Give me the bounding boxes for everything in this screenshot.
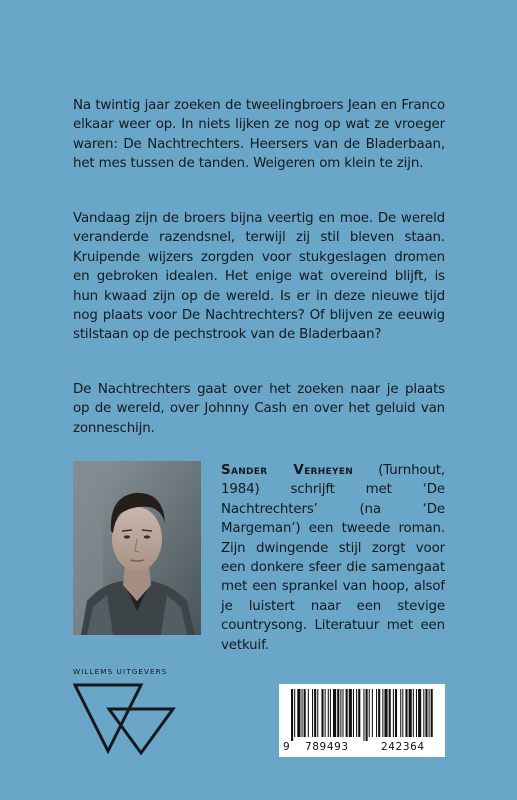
barcode-right-digits: 242364 xyxy=(381,741,425,753)
barcode-bar xyxy=(356,689,357,737)
barcode-bar xyxy=(358,689,360,737)
barcode-bar xyxy=(416,689,417,737)
barcode-bar xyxy=(376,689,377,737)
barcode-bar xyxy=(304,689,306,737)
barcode-bar xyxy=(384,689,387,737)
barcode-bar xyxy=(342,689,343,737)
barcode-bar xyxy=(429,689,430,737)
barcode-bar xyxy=(340,689,341,737)
barcode-bar xyxy=(431,689,433,737)
barcode-bar xyxy=(389,689,391,737)
publisher-block xyxy=(73,667,183,676)
author-name: Sander Verheyen xyxy=(221,463,354,478)
barcode-bar xyxy=(413,689,414,737)
barcode-bar xyxy=(297,689,300,737)
publisher-logo-icon xyxy=(73,679,177,757)
barcode-bar xyxy=(400,689,401,737)
barcode-bar xyxy=(369,689,370,737)
barcode-bar xyxy=(330,689,331,737)
barcode-bar xyxy=(291,689,293,741)
barcode-bar xyxy=(378,689,380,737)
author-photo xyxy=(73,461,201,635)
barcode-bar xyxy=(333,689,336,737)
barcode-bar xyxy=(346,689,348,737)
blurb-paragraph-1: Na twintig jaar zoeken de tweelingbroers Jean en Franco elkaar weer op. In niets lijken ze nog op wat ze vroeger waren: De Nachtrechters. Heersers van de Bladerbaan, het mes tussen de tanden. Weigeren om klein te zijn. xyxy=(73,98,445,172)
barcode-bar xyxy=(294,689,295,737)
barcode-bar xyxy=(382,689,383,737)
author-portrait-image xyxy=(73,461,201,635)
barcode-bar xyxy=(337,689,339,737)
barcode-bar xyxy=(366,689,368,741)
barcode-bar xyxy=(372,689,373,737)
barcode-bar xyxy=(325,689,326,737)
author-bio xyxy=(221,461,445,655)
barcode-bar xyxy=(395,689,397,737)
barcode-bar xyxy=(317,689,318,737)
barcode-bar xyxy=(314,689,316,737)
barcode-bar xyxy=(425,689,427,737)
barcode-bar xyxy=(423,689,424,737)
barcode-bar xyxy=(409,689,412,737)
author-bio-text: (Turnhout, 1984) schrijft met ‘De Nachtrechters’ (na ‘De Margeman’) een tweede roman. Zijn dwingende stijl zorgt voor een donkere sfeer die samengaat met een sprankel van hoop, alsof je luistert naar een stevige countrysong. Literatuur met een vetkuif. xyxy=(221,463,445,653)
barcode-lead-digit: 9 xyxy=(283,741,291,753)
barcode-bar xyxy=(321,689,323,737)
publisher-name: WILLEMS UITGEVERS xyxy=(73,667,168,676)
blurb-paragraph-3: De Nachtrechters gaat over het zoeken naar je plaats op de wereld, over Johnny Cash en over het geluid van zonneschijn. xyxy=(73,382,445,436)
barcode-bar xyxy=(393,689,394,737)
barcode-left-digits: 789493 xyxy=(305,741,349,753)
barcode-bar xyxy=(418,689,421,737)
barcode-bar xyxy=(308,689,309,737)
barcode xyxy=(279,684,445,757)
barcode-bar xyxy=(312,689,313,737)
barcode-bar xyxy=(353,689,354,737)
barcode-bar xyxy=(328,689,329,737)
barcode-bar xyxy=(363,689,364,741)
barcode-bar xyxy=(349,689,352,737)
blurb-paragraph-2: Vandaag zijn de broers bijna veertig en moe. De wereld veranderde razendsnel, terwijl zij stil bleven staan. Kruipende wijzers zorgden voor stukgeslagen dromen en gebroken idealen. Het enige wat overeind blijft, is hun kwaad zijn op de wereld. Is er in deze nieuwe tijd nog plaats voor De Nachtrechters? Of blijven ze eeuwig stilstaan op de pechstrook van de Bladerbaan? xyxy=(73,211,445,343)
barcode-bar xyxy=(302,689,303,737)
barcode-bar xyxy=(405,689,407,737)
barcode-bar xyxy=(402,689,403,737)
barcode-bars-icon xyxy=(287,689,439,741)
